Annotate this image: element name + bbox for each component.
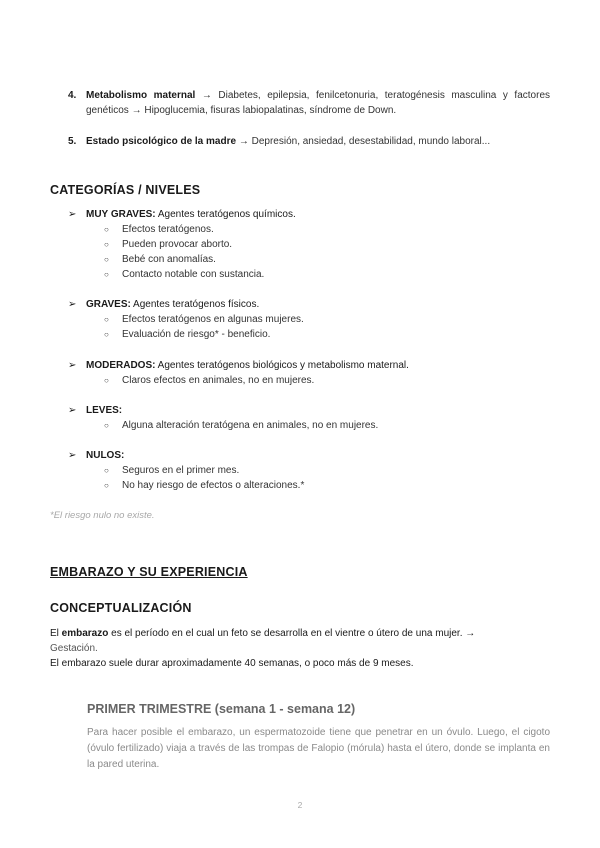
hollow-circle-icon: ○ xyxy=(104,421,109,430)
section-heading: EMBARAZO Y SU EXPERIENCIA xyxy=(50,565,248,579)
arrowhead-icon: ➢ xyxy=(68,405,77,416)
category-nulos xyxy=(68,448,124,463)
hollow-circle-icon: ○ xyxy=(104,481,109,490)
hollow-circle-icon: ○ xyxy=(104,466,109,475)
list-item-text: Contacto notable con sustancia. xyxy=(122,269,265,280)
list-item xyxy=(104,327,270,342)
category-desc: Agentes teratógenos químicos. xyxy=(155,209,296,220)
item-text: Depresión, ansiedad, desestabilidad, mundo laboral... xyxy=(251,136,491,147)
list-item-text: Claros efectos en animales, no en mujeres. xyxy=(122,375,315,386)
list-item-text: No hay riesgo de efectos o alteraciones.* xyxy=(122,480,305,491)
list-item xyxy=(104,418,378,433)
item-arrow: → xyxy=(236,136,252,147)
list-item xyxy=(104,237,232,252)
concept-paragraph xyxy=(50,626,550,671)
item-number: 5. xyxy=(68,136,77,147)
list-item-text: Alguna alteración teratógena en animales, no en mujeres. xyxy=(122,420,379,431)
category-moderados xyxy=(68,358,409,373)
list-item xyxy=(104,478,304,493)
page-number: 2 xyxy=(297,800,303,810)
category-graves xyxy=(68,297,259,312)
list-item xyxy=(104,312,304,327)
category-desc: Agentes teratógenos físicos. xyxy=(130,299,260,310)
list-item-text: Evaluación de riesgo* - beneficio. xyxy=(122,329,271,340)
hollow-circle-icon: ○ xyxy=(104,270,109,279)
list-item xyxy=(104,267,264,282)
concept-heading: CONCEPTUALIZACIÓN xyxy=(50,601,192,615)
list-item-text: Efectos teratógenos en algunas mujeres. xyxy=(122,314,304,325)
numbered-item-5 xyxy=(68,134,550,149)
categorias-heading: CATEGORÍAS / NIVELES xyxy=(50,183,201,197)
category-muy-graves xyxy=(68,207,296,222)
hollow-circle-icon: ○ xyxy=(104,376,109,385)
hollow-circle-icon: ○ xyxy=(104,240,109,249)
hollow-circle-icon: ○ xyxy=(104,330,109,339)
hollow-circle-icon: ○ xyxy=(104,225,109,234)
footnote: *El riesgo nulo no existe. xyxy=(50,510,155,521)
trimester-paragraph: Para hacer posible el embarazo, un espermatozoide tiene que penetrar en un óvulo. Luego, el cigoto (óvulo fertilizado) viaja a través de las trompas de Falopio (mórula) hasta el útero, donde se implanta en la pared uterina. xyxy=(87,727,550,770)
category-leves xyxy=(68,403,122,418)
list-item-text: Bebé con anomalías. xyxy=(122,254,216,265)
category-label: LEVES: xyxy=(86,405,123,416)
trimester-heading: PRIMER TRIMESTRE (semana 1 - semana 12) xyxy=(87,702,356,716)
text: El xyxy=(50,628,62,639)
arrowhead-icon: ➢ xyxy=(68,450,77,461)
concept-line-1 xyxy=(50,626,550,641)
list-item xyxy=(104,222,214,237)
term-embarazo: embarazo xyxy=(61,628,109,639)
category-label: MUY GRAVES: xyxy=(86,209,156,220)
category-label: NULOS: xyxy=(86,450,125,461)
arrowhead-icon: ➢ xyxy=(68,360,77,371)
list-item-text: Pueden provocar aborto. xyxy=(122,239,233,250)
hollow-circle-icon: ○ xyxy=(104,255,109,264)
list-item xyxy=(104,252,216,267)
item-text: Diabetes, epilepsia, fenilcetonuria, teratogénesis masculina y factores genéticos → Hipoglucemia, fisuras labiopalatinas, síndrome de Down. xyxy=(86,90,551,116)
category-label: MODERADOS: xyxy=(86,360,156,371)
numbered-item-4 xyxy=(68,88,550,118)
item-number: 4. xyxy=(68,90,77,101)
category-label: GRAVES: xyxy=(86,299,131,310)
item-term: Estado psicológico de la madre xyxy=(86,136,237,147)
hollow-circle-icon: ○ xyxy=(104,315,109,324)
text: es el período en el cual un feto se desarrolla en el vientre o útero de una mujer. → xyxy=(108,628,476,639)
list-item-text: Efectos teratógenos. xyxy=(122,224,214,235)
item-arrow: → xyxy=(195,90,219,101)
arrowhead-icon: ➢ xyxy=(68,299,77,310)
category-desc: Agentes teratógenos biológicos y metabolismo maternal. xyxy=(155,360,409,371)
list-item-text: Seguros en el primer mes. xyxy=(122,465,240,476)
arrowhead-icon: ➢ xyxy=(68,209,77,220)
list-item xyxy=(104,373,314,388)
item-term: Metabolismo maternal xyxy=(86,90,196,101)
concept-line-3: El embarazo suele durar aproximadamente 40 semanas, o poco más de 9 meses. xyxy=(50,658,414,669)
concept-line-2: Gestación. xyxy=(50,643,98,654)
list-item xyxy=(104,463,239,478)
